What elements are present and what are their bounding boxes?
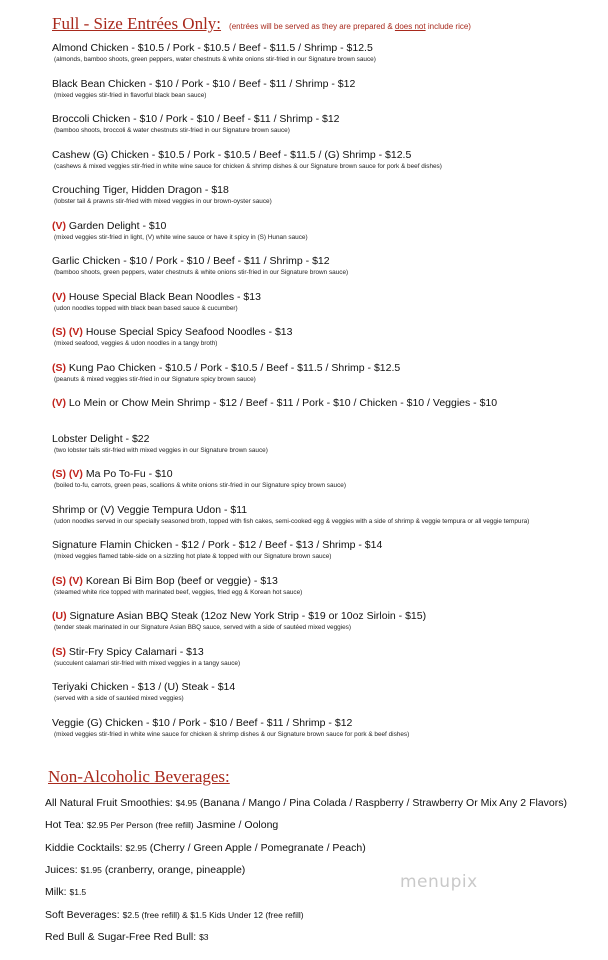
beverage-detail: (Banana / Mango / Pina Colada / Raspberry / Strawberry Or Mix Any 2 Flavors) [199, 797, 567, 809]
entree-item [52, 681, 588, 703]
dietary-tag: (S) [52, 645, 66, 658]
entree-description: (lobster tail & prawns stir-fried with mixed veggies in our brown-oyster sauce) [54, 198, 272, 205]
entree-item [52, 468, 588, 490]
entree-item [52, 610, 588, 632]
entree-description: (mixed veggies flamed table-side on a sizzling hot plate & topped with our Signature brown sauce) [54, 553, 332, 560]
beverage-name: Hot Tea: [45, 819, 84, 832]
beverage-name: Juices: [45, 863, 78, 876]
entree-name: Stir-Fry Spicy Calamari - $13 [68, 645, 204, 658]
entree-title [52, 291, 588, 304]
entree-description: (udon noodles topped with black bean based sauce & cucumber) [54, 304, 238, 312]
entree-name: Garlic Chicken - $10 / Pork - $10 / Beef - $11 / Shrimp - $12 [52, 255, 330, 267]
dietary-tag: (S) [52, 326, 66, 338]
entree-description: (bamboo shoots, broccoli & water chestnuts stir-fried in our Signature brown sauce) [54, 127, 290, 134]
beverages-title: Non-Alcoholic Beverages: [48, 767, 230, 786]
entree-description: (succulent calamari stir-fried with mixed veggies in a tangy sauce) [54, 659, 241, 667]
entree-description: (boiled to-fu, carrots, green peas, scallions & white onions stir-fried in our Signature spicy brown sauce) [54, 482, 346, 489]
entree-name: Garden Delight - $10 [68, 219, 167, 232]
entree-title [52, 255, 588, 268]
entree-description: (steamed white rice topped with marinated beef, veggies, fried egg & Korean hot sauce) [54, 588, 303, 596]
entree-title [52, 575, 588, 588]
beverage-price: $2.95 [125, 842, 147, 853]
entree-title [52, 220, 588, 233]
beverage-price: $1.95 [80, 864, 102, 875]
entree-name: Signature Flamin Chicken - $12 / Pork - $12 / Beef - $13 / Shrimp - $14 [52, 539, 383, 551]
entree-item [52, 184, 588, 206]
beverage-item [45, 864, 245, 876]
entree-name: House Special Black Bean Noodles - $13 [68, 290, 261, 303]
beverage-price: $2.5 (free refill) & $1.5 Kids Under 12 (free refill) [122, 909, 304, 920]
entrees-note-underline: does not [394, 22, 426, 31]
entree-title [52, 397, 588, 410]
entree-name: Kung Pao Chicken - $10.5 / Pork - $10.5 / Beef - $11.5 / Shrimp - $12.5 [68, 361, 401, 374]
entree-description: (peanuts & mixed veggies stir-fried in our Signature spicy brown sauce) [54, 375, 256, 383]
entree-item [52, 78, 588, 100]
entree-title [52, 504, 588, 517]
entree-item [52, 113, 588, 135]
beverage-price: $4.95 [175, 798, 197, 808]
dietary-tag: (S) [52, 361, 66, 374]
entrees-note [229, 22, 471, 31]
entree-title [52, 646, 588, 659]
entree-description: (cashews & mixed veggies stir-fried in white wine sauce for chicken & shrimp dishes & our Signature brown sauce for pork & beef dishes) [54, 162, 442, 170]
dietary-tag: (S) [52, 574, 66, 587]
entree-item [52, 504, 588, 526]
dietary-tag: (U) [52, 610, 67, 622]
entree-item [52, 291, 588, 313]
entree-title [52, 717, 588, 730]
entree-name: Black Bean Chicken - $10 / Pork - $10 / Beef - $11 / Shrimp - $12 [52, 77, 356, 90]
entree-name: House Special Spicy Seafood Noodles - $13 [85, 326, 293, 338]
entrees-header [52, 14, 471, 34]
entree-title [52, 113, 588, 126]
entree-name: Ma Po To-Fu - $10 [85, 468, 173, 480]
dietary-tag: (V) [52, 219, 66, 232]
entree-item [52, 397, 588, 410]
entree-name: Cashew (G) Chicken - $10.5 / Pork - $10.5 / Beef - $11.5 / (G) Shrimp - $12.5 [52, 148, 412, 161]
entree-description: (udon noodles served in our specially seasoned broth, topped with fish cakes, semi-cooked egg & veggies with a side of shrimp & veggie tempura or all veggie tempura) [54, 517, 530, 525]
entree-name: Veggie (G) Chicken - $10 / Pork - $10 / Beef - $11 / Shrimp - $12 [52, 716, 353, 729]
entree-title [52, 539, 588, 552]
entree-name: Almond Chicken - $10.5 / Pork - $10.5 / Beef - $11.5 / Shrimp - $12.5 [52, 42, 373, 54]
beverage-price: $1.5 [69, 887, 87, 898]
entree-title [52, 42, 588, 55]
entree-name: Signature Asian BBQ Steak (12oz New York Strip - $19 or 10oz Sirloin - $15) [69, 610, 427, 622]
entree-item [52, 149, 588, 171]
entree-description: (two lobster tails stir-fried with mixed veggies in our Signature brown sauce) [54, 446, 268, 454]
entree-title [52, 468, 588, 481]
entree-name: Crouching Tiger, Hidden Dragon - $18 [52, 184, 229, 196]
beverage-item [45, 819, 278, 831]
beverages-header [48, 767, 230, 787]
entree-title [52, 78, 588, 91]
entree-description: (mixed veggies stir-fried in light, (V) white wine sauce or have it spicy in (S) Hunan sauce) [54, 233, 308, 241]
beverage-name: Red Bull & Sugar-Free Red Bull: [45, 930, 197, 943]
beverage-item [45, 886, 86, 898]
beverage-name: Soft Beverages: [45, 908, 120, 921]
entree-description: (mixed veggies stir-fried in flavorful black bean sauce) [54, 91, 207, 99]
entree-description: (mixed seafood, veggies & udon noodles in a tangy broth) [54, 340, 218, 347]
entrees-note-before: (entrées will be served as they are prepared & [229, 22, 393, 31]
entree-description: (mixed veggies stir-fried in white wine sauce for chicken & shrimp dishes & our Signature brown sauce for pork & beef dishes) [54, 730, 410, 738]
entree-item [52, 220, 588, 242]
entree-name: Lo Mein or Chow Mein Shrimp - $12 / Beef - $11 / Pork - $10 / Chicken - $10 / Veggies - $10 [68, 397, 498, 409]
entree-item [52, 362, 588, 384]
entree-item [52, 326, 588, 348]
beverage-detail: Jasmine / Oolong [196, 819, 279, 832]
dietary-tag: (V) [52, 397, 66, 409]
entree-item [52, 717, 588, 739]
entree-title [52, 610, 588, 623]
entree-item [52, 433, 588, 455]
entree-name: Shrimp or (V) Veggie Tempura Udon - $11 [52, 503, 248, 516]
entree-title [52, 149, 588, 162]
entree-item [52, 646, 588, 668]
entree-item [52, 539, 588, 561]
beverage-price: $3 [199, 931, 209, 942]
entree-item [52, 575, 588, 597]
beverage-detail: (Cherry / Green Apple / Pomegranate / Peach) [149, 841, 366, 854]
entrees-title: Full - Size Entrées Only: [52, 14, 222, 33]
entree-description: (almonds, bamboo shoots, green peppers, water chestnuts & white onions stir-fried in our Signature brown sauce) [54, 56, 376, 63]
beverage-item [45, 797, 567, 809]
entrees-note-after: include rice) [427, 22, 471, 31]
entree-title [52, 184, 588, 197]
entree-name: Lobster Delight - $22 [52, 432, 150, 445]
beverage-price: $2.95 Per Person (free refill) [86, 820, 194, 831]
beverage-name: All Natural Fruit Smoothies: [45, 797, 173, 809]
dietary-tag: (V) [52, 290, 66, 303]
entree-title [52, 433, 588, 446]
entree-item [52, 255, 588, 277]
dietary-tag: (V) [68, 468, 83, 480]
entree-name: Korean Bi Bim Bop (beef or veggie) - $13 [85, 574, 278, 587]
dietary-tag: (V) [68, 574, 83, 587]
beverage-item [45, 909, 304, 921]
beverage-name: Kiddie Cocktails: [45, 841, 123, 854]
beverage-name: Milk: [45, 886, 67, 899]
entree-description: (bamboo shoots, green peppers, water chestnuts & white onions stir-fried in our Signature brown sauce) [54, 269, 349, 276]
beverage-detail: (cranberry, orange, pineapple) [104, 863, 246, 876]
entree-item [52, 42, 588, 64]
dietary-tag: (V) [68, 326, 83, 338]
dietary-tag: (S) [52, 468, 66, 480]
watermark-logo: menupix [400, 872, 478, 892]
entree-name: Teriyaki Chicken - $13 / (U) Steak - $14 [52, 681, 236, 693]
entree-title [52, 362, 588, 375]
entree-title [52, 681, 588, 694]
entree-description: (served with a side of sautéed mixed veggies) [54, 695, 184, 702]
entree-description: (tender steak marinated in our Signature Asian BBQ sauce, served with a side of sautéed mixed veggies) [54, 624, 351, 631]
entree-title [52, 326, 588, 339]
beverage-item [45, 842, 366, 854]
beverage-item [45, 931, 209, 943]
entree-name: Broccoli Chicken - $10 / Pork - $10 / Beef - $11 / Shrimp - $12 [52, 113, 340, 125]
